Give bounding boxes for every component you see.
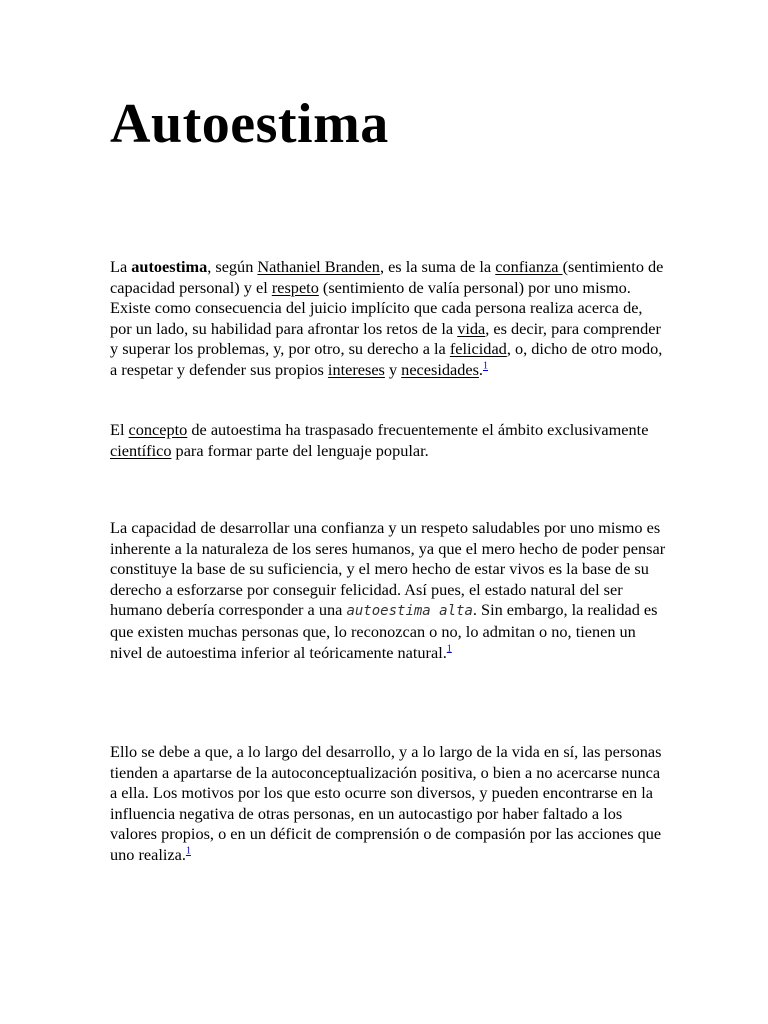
paragraph-definition [110, 257, 666, 381]
paragraph-causes [110, 742, 666, 866]
text-run: de autoestima ha traspasado frecuentemente el ámbito exclusivamente [187, 420, 649, 439]
text-run: , es decir, para comprender y superar los problemas, y, por otro, su derecho a la [110, 318, 661, 359]
footnote-ref [447, 643, 452, 654]
text-run: , según [207, 257, 258, 276]
text-run: (sentimiento de capacidad personal) y el [110, 257, 664, 297]
link-nathaniel-branden[interactable]: Nathaniel Branden [257, 257, 380, 276]
term-autoestima-alta: autoestima alta [346, 603, 473, 620]
text-run: Ello se debe a que, a lo largo del desarrollo, y a lo largo de la vida en sí, las personas tienden a apartarse de la autoconceptualización positiva, o bien a no acercarse nunca a ella. Los motivos por los que esto ocurre son diversos, y pueden encontrarse en la influencia negativa de otras personas, en un autocastigo por haber faltado a los valores propios, o en un déficit de comprensión o de compasión por las acciones que uno realiza. [110, 742, 662, 864]
link-necesidades[interactable]: necesidades [401, 359, 479, 379]
text-run: . Sin embargo, la realidad es que existen muchas personas que, lo reconozcan o no, lo admitan o no, tienen un nivel de autoestima inferior al teóricamente natural. [110, 600, 658, 662]
text-run: , o, dicho de otro modo, a respetar y defender sus propios [110, 339, 663, 379]
footnote-link[interactable]: 1 [446, 643, 452, 655]
paragraph-capacity [110, 518, 666, 663]
link-felicidad[interactable]: felicidad [449, 339, 507, 359]
paragraph-concept [110, 420, 666, 461]
footnote-link[interactable]: 1 [185, 845, 191, 857]
footnote-link[interactable]: 1 [483, 360, 488, 372]
link-cientifico[interactable]: científico [110, 440, 172, 460]
text-run: para formar parte del lenguaje popular. [171, 440, 429, 460]
text-run: (sentimiento de valía personal) por uno mismo. Existe como consecuencia del juicio implícito que cada persona realiza acerca de, por un lado, su habilidad para afrontar los retos de la [110, 277, 643, 338]
link-respeto[interactable]: respeto [271, 277, 319, 297]
link-vida[interactable]: vida [457, 318, 486, 338]
bold-term-autoestima: autoestima [131, 257, 208, 276]
link-intereses[interactable]: intereses [327, 359, 385, 379]
page-title: Autoestima [110, 93, 389, 155]
link-concepto[interactable]: concepto [128, 420, 188, 439]
link-confianza[interactable]: confianza [495, 257, 563, 276]
text-run: . [478, 359, 483, 379]
text-run: , es la suma de la [379, 257, 496, 276]
text-run: La capacidad de desarrollar una confianza y un respeto saludables por uno mismo es inherente a la naturaleza de los seres humanos, ya que el mero hecho de poder pensar constituye la base de su suficiencia, y el mero hecho de estar vivos es la base de su derecho a esforzarse por conseguir felicidad. Así pues, el estado natural del ser humano debería corresponder a una [110, 518, 666, 620]
text-run: El [110, 420, 129, 439]
footnote-ref [483, 361, 488, 372]
text-run: La [110, 257, 132, 276]
footnote-ref [186, 846, 191, 857]
text-run: y [384, 359, 402, 379]
